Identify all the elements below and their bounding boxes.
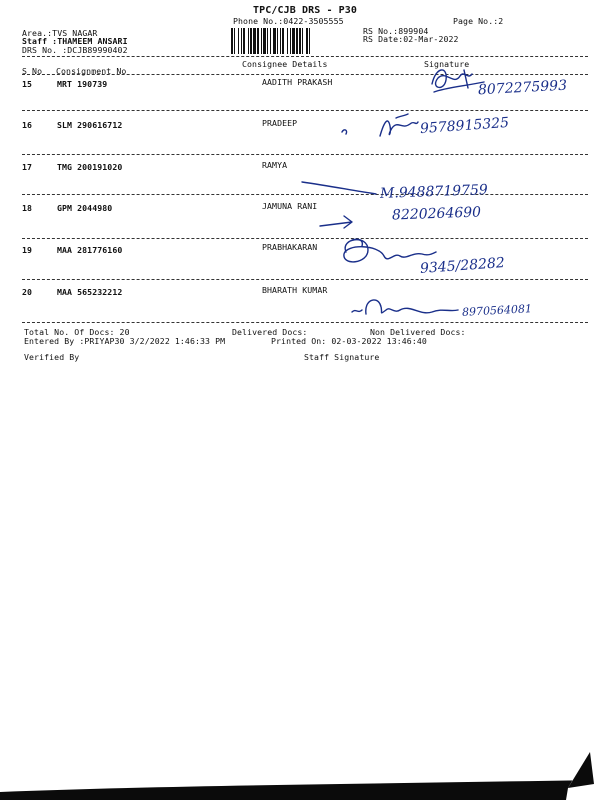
row-sno: 17 bbox=[22, 162, 33, 172]
handwritten-number: 9578915325 bbox=[419, 114, 510, 138]
row-consignment: MRT 190739 bbox=[57, 79, 108, 89]
column-consignment: Consignment No bbox=[56, 66, 127, 76]
arrow-icon bbox=[318, 212, 358, 234]
row-consignee: BHARATH KUMAR bbox=[262, 285, 328, 295]
row-consignment: MAA 565232212 bbox=[57, 287, 123, 297]
row-consignment: SLM 290616712 bbox=[57, 120, 123, 130]
printed-on: Printed On: 02-03-2022 13:46:40 bbox=[271, 336, 427, 346]
row-consignment: MAA 281776160 bbox=[57, 245, 123, 255]
row-consignment: TMG 200191020 bbox=[57, 162, 123, 172]
divider bbox=[22, 279, 588, 280]
delivered-docs: Delivered Docs: bbox=[232, 327, 308, 337]
verified-by: Verified By bbox=[24, 352, 80, 362]
row-consignee: PRABHAKARAN bbox=[262, 242, 318, 252]
divider bbox=[22, 238, 588, 239]
non-delivered-docs: Non Delivered Docs: bbox=[370, 327, 466, 337]
column-signature: Signature bbox=[424, 59, 470, 69]
phone-number: Phone No.:0422-3505555 bbox=[233, 16, 344, 26]
signature-arrow bbox=[300, 178, 380, 198]
total-docs: Total No. Of Docs: 20 bbox=[24, 327, 130, 337]
area-label: Area.:TVS NAGAR bbox=[22, 28, 98, 38]
row-sno: 16 bbox=[22, 120, 33, 130]
divider bbox=[22, 56, 588, 57]
entered-by: Entered By :PRIYAP30 3/2/2022 1:46:33 PM bbox=[24, 336, 226, 346]
row-sno: 19 bbox=[22, 245, 33, 255]
signature-scribble bbox=[340, 112, 420, 146]
divider bbox=[22, 154, 588, 155]
handwritten-number: 8970564081 bbox=[461, 302, 533, 319]
divider bbox=[22, 322, 588, 323]
row-consignment: GPM 2044980 bbox=[57, 203, 113, 213]
row-consignee: PRADEEP bbox=[262, 118, 298, 128]
rs-number: RS No.:899904 bbox=[363, 26, 429, 36]
row-consignee: JAMUNA RANI bbox=[262, 201, 318, 211]
rs-date: RS Date:02-Mar-2022 bbox=[363, 34, 459, 44]
handwritten-number: 8220264690 bbox=[391, 204, 482, 224]
barcode bbox=[231, 28, 357, 54]
row-consignee: AADITH PRAKASH bbox=[262, 77, 333, 87]
row-sno: 20 bbox=[22, 287, 33, 297]
handwritten-number: 9345/28282 bbox=[419, 255, 506, 277]
column-sno: S No bbox=[22, 66, 43, 76]
column-consignee: Consignee Details bbox=[242, 59, 328, 69]
staff-label: Staff :THAMEEM ANSARI bbox=[22, 36, 128, 46]
handwritten-number: M.9488719759 bbox=[379, 182, 489, 202]
row-sno: 18 bbox=[22, 203, 33, 213]
row-consignee: RAMYA bbox=[262, 160, 288, 170]
drs-number: DRS No. :DCJB89990402 bbox=[22, 45, 128, 55]
document-title: TPC/CJB DRS - P30 bbox=[253, 5, 358, 16]
row-sno: 15 bbox=[22, 79, 33, 89]
staff-signature: Staff Signature bbox=[304, 352, 380, 362]
signature-scribble bbox=[350, 294, 460, 322]
divider bbox=[22, 110, 588, 111]
divider bbox=[22, 74, 588, 75]
handwritten-number: 8072275993 bbox=[477, 77, 568, 99]
scan-shadow bbox=[0, 740, 600, 800]
page-number: Page No.:2 bbox=[453, 16, 504, 26]
